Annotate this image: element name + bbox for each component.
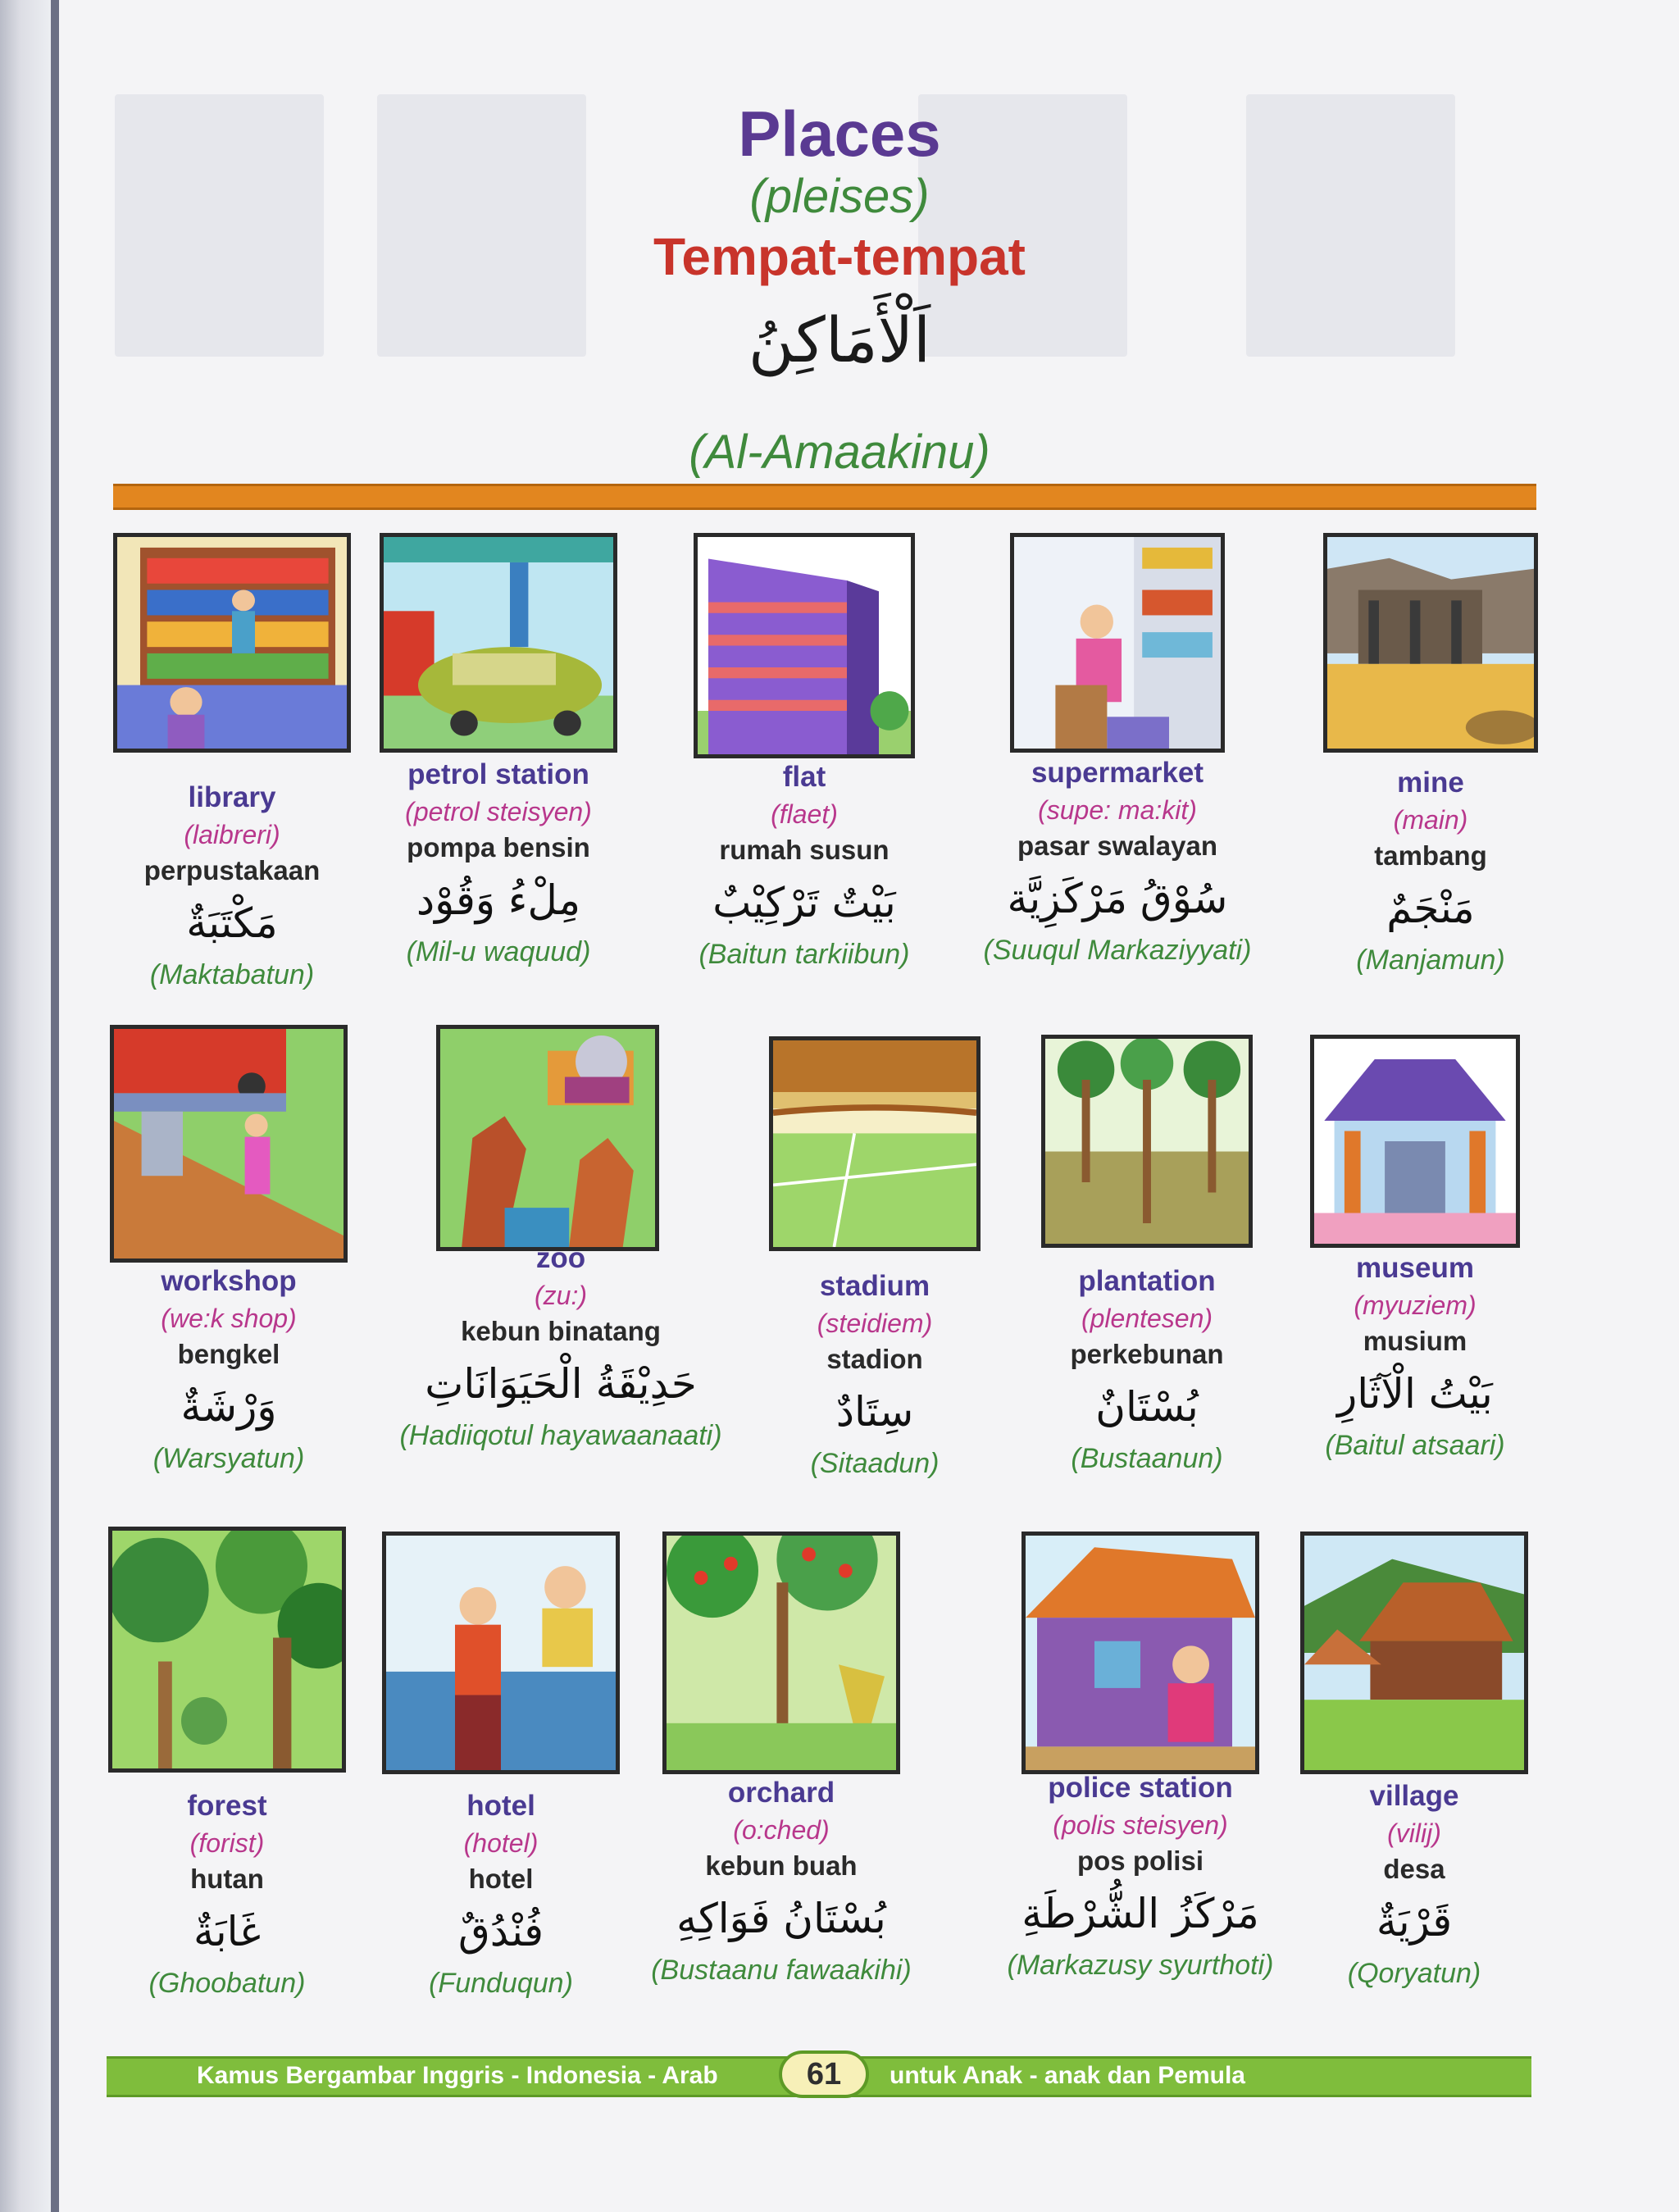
indonesian-word: musium (1363, 1326, 1467, 1356)
indonesian-word: pos polisi (1076, 1846, 1204, 1876)
arabic-transliteration: (Warsyatun) (152, 1443, 305, 1474)
arabic-word: فُنْدُقٌ (457, 1908, 544, 1955)
english-word: petrol station (407, 758, 589, 790)
header-divider (113, 484, 1536, 510)
arabic-word: مَكْتَبَةٌ (186, 899, 278, 947)
title-arabic: اَلْأَمَاكِنُ (748, 303, 931, 376)
english-pronunciation: (o:ched) (733, 1815, 830, 1845)
arabic-word: بَيْتٌ تَرْكِيْبٌ (712, 879, 896, 926)
arabic-word: مِلْءُ وَقُوْد (416, 876, 581, 924)
english-word: workshop (161, 1265, 297, 1297)
indonesian-word: hutan (190, 1864, 264, 1894)
arabic-transliteration: (Bustaanu fawaakihi) (651, 1955, 912, 1986)
english-word: village (1369, 1780, 1459, 1812)
indonesian-word: desa (1383, 1854, 1445, 1884)
indonesian-word: rumah susun (719, 835, 890, 865)
book-title: Kamus Bergambar Inggris - Indonesia - Arab (197, 2062, 718, 2089)
museum-picture (1310, 1035, 1520, 1248)
indonesian-word: hotel (468, 1864, 534, 1894)
police-station-picture (1022, 1532, 1259, 1774)
english-pronunciation: (plentesen) (1081, 1304, 1213, 1333)
arabic-transliteration: (Markazusy syurthoti) (1007, 1950, 1274, 1981)
hotel-picture (382, 1532, 620, 1774)
indonesian-word: perkebunan (1070, 1339, 1224, 1369)
english-word: supermarket (1031, 757, 1204, 789)
village-picture (1300, 1532, 1528, 1774)
arabic-word: بَيْتُ الْآثَارِ (1337, 1370, 1493, 1418)
title-transliteration: (Al-Amaakinu) (689, 426, 990, 479)
book-subtitle: untuk Anak - anak dan Pemula (890, 2062, 1245, 2089)
arabic-transliteration: (Ghoobatun) (148, 1968, 306, 1999)
arabic-word: سِتَادٌ (835, 1388, 914, 1436)
english-word: flat (782, 761, 826, 793)
indonesian-word: perpustakaan (143, 855, 321, 885)
arabic-transliteration: (Manjamun) (1356, 944, 1505, 976)
arabic-transliteration: (Bustaanun) (1071, 1443, 1223, 1474)
english-pronunciation: (myuziem) (1354, 1290, 1477, 1320)
arabic-word: بُسْتَانٌ (1095, 1383, 1199, 1431)
indonesian-word: bengkel (177, 1339, 280, 1369)
page-number: 61 (779, 2050, 869, 2098)
stadium-picture (769, 1036, 981, 1251)
arabic-transliteration: (Mil-u waquud) (406, 936, 591, 967)
mine-picture (1323, 533, 1538, 753)
english-word: orchard (727, 1777, 835, 1809)
english-word: library (188, 781, 276, 813)
english-word: museum (1356, 1252, 1474, 1284)
title-indonesian: Tempat-tempat (653, 227, 1026, 286)
arabic-transliteration: (Maktabatun) (149, 959, 315, 990)
english-pronunciation: (vilij) (1387, 1818, 1441, 1848)
arabic-transliteration: (Baitun tarkiibun) (698, 939, 910, 970)
title-phonetic: (pleises) (749, 170, 930, 223)
workshop-picture (110, 1025, 348, 1263)
forest-picture (108, 1527, 346, 1773)
english-pronunciation: (laibreri) (184, 820, 280, 849)
english-word: mine (1397, 767, 1464, 799)
arabic-transliteration: (Funduqun) (429, 1968, 573, 1999)
arabic-word: قَرْيَةٌ (1376, 1898, 1453, 1946)
arabic-word: وَرْشَةٌ (180, 1383, 277, 1431)
english-pronunciation: (hotel) (463, 1828, 539, 1858)
arabic-word: غَابَةٌ (193, 1908, 262, 1955)
english-pronunciation: (main) (1393, 805, 1468, 835)
english-pronunciation: (polis steisyen) (1053, 1810, 1228, 1840)
english-pronunciation: (petrol steisyen) (405, 797, 592, 826)
library-picture (113, 533, 351, 753)
english-word: stadium (819, 1270, 931, 1302)
arabic-transliteration: (Sitaadun) (810, 1448, 940, 1479)
indonesian-word: pompa bensin (407, 832, 590, 862)
indonesian-word: tambang (1374, 840, 1487, 871)
english-pronunciation: (flaet) (771, 799, 838, 829)
page-footer (107, 2056, 1531, 2097)
arabic-word: سُوْقُ مَرْكَزِيَّة (1007, 875, 1228, 922)
arabic-transliteration: (Baitul atsaari) (1325, 1430, 1505, 1461)
english-word: hotel (466, 1790, 535, 1822)
arabic-transliteration: (Hadiiqotul hayawaanaati) (399, 1420, 722, 1451)
english-pronunciation: (we:k shop) (161, 1304, 297, 1333)
indonesian-word: stadion (826, 1344, 923, 1374)
english-word: plantation (1078, 1265, 1216, 1297)
arabic-word: مَرْكَزُ الشُّرْطَةِ (1022, 1890, 1259, 1937)
page-title: Places (738, 98, 941, 170)
english-pronunciation: (supe: ma:kit) (1038, 795, 1197, 825)
zoo-picture (436, 1025, 659, 1251)
flat-picture (694, 533, 915, 758)
indonesian-word: pasar swalayan (1017, 831, 1217, 861)
english-word: forest (187, 1790, 267, 1822)
arabic-word: مَنْجَمٌ (1386, 885, 1475, 932)
orchard-picture (662, 1532, 900, 1774)
english-word: zoo (535, 1242, 586, 1274)
arabic-transliteration: (Suuqul Markaziyyati) (983, 935, 1252, 966)
arabic-transliteration: (Qoryatun) (1347, 1958, 1481, 1989)
supermarket-picture (1010, 533, 1225, 753)
english-word: police station (1048, 1772, 1233, 1804)
petrol-station-picture (380, 533, 617, 753)
english-pronunciation: (steidiem) (817, 1309, 933, 1338)
arabic-word: حَدِيْقَةُ الْحَيَوَانَاتِ (425, 1360, 697, 1408)
english-pronunciation: (forist) (189, 1828, 265, 1858)
arabic-word: بُسْتَانُ فَوَاكِهِ (676, 1895, 886, 1942)
plantation-picture (1041, 1035, 1253, 1248)
indonesian-word: kebun binatang (461, 1316, 661, 1346)
indonesian-word: kebun buah (705, 1850, 858, 1881)
english-pronunciation: (zu:) (535, 1281, 587, 1310)
